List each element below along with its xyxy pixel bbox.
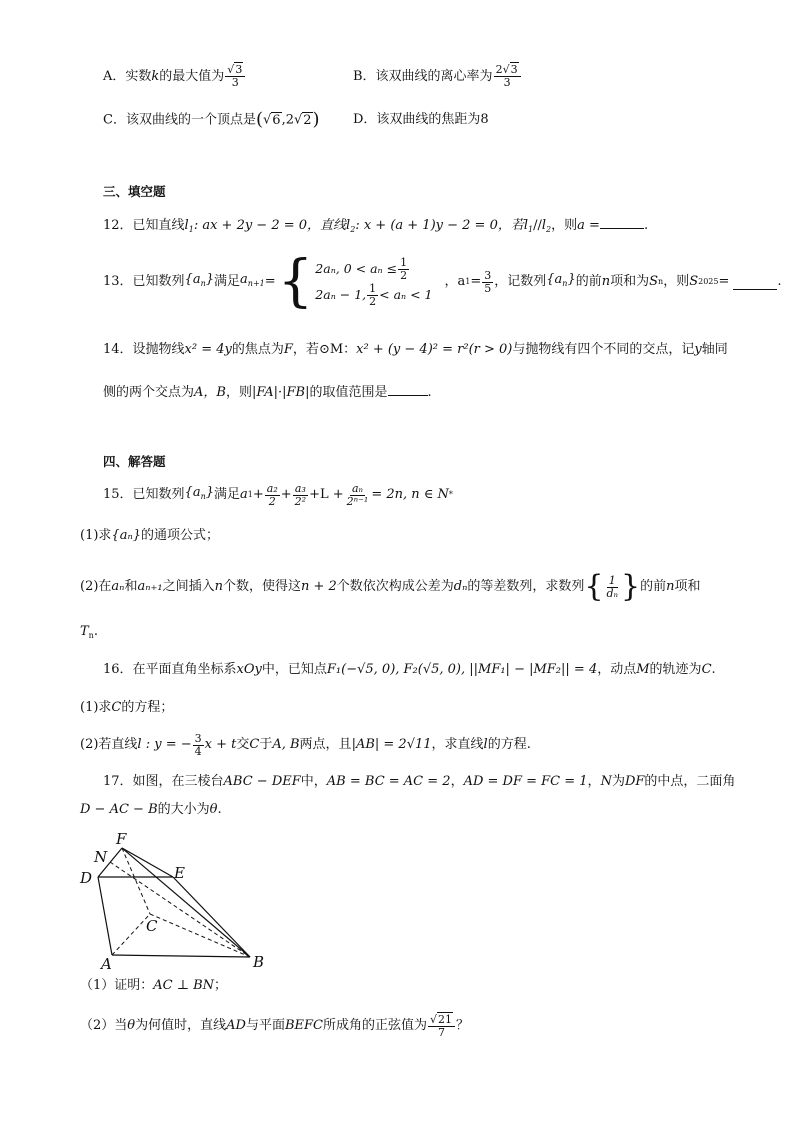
- answer-blank: [733, 275, 777, 290]
- question-17-part2: （2）当 θ 为何值时，直线 AD 与平面 BEFC 所成角的正弦值为 $\frac{√21}{7}$ ？: [80, 1012, 470, 1039]
- edge-FE: [122, 848, 173, 877]
- question-14-line2: 侧的两个交点为A，B，则|FA|·|FB|的取值范围是 .: [103, 381, 432, 403]
- piecewise-definition: { 2aₙ, 0 < aₙ ≤ $\frac{1}{2}$ 2aₙ − 1, $\frac{1}{2}$ < aₙ < 1: [277, 249, 433, 314]
- answer-blank: [600, 214, 644, 229]
- label-F: F: [116, 830, 127, 848]
- question-16: 16．在平面直角坐标系xOy中，已知点F₁(−√5, 0), F₂(√5, 0), ||MF₁| − |MF₂|| = 4，动点M的轨迹为C.: [103, 662, 716, 677]
- q11-option-b: B．该双曲线的离心率为 $\frac{2√3}{3}$: [353, 64, 522, 89]
- question-17-line2: D − AC − B的大小为θ.: [80, 802, 222, 817]
- question-12: 12．已知直线$l_1$: ax + 2y − 2 = 0，直线$l_2$: x + (a + 1)y − 2 = 0，若$l_1//l_2$，则a = .: [103, 214, 648, 240]
- label-N: N: [94, 848, 108, 866]
- question-15-part2-cont: $T_n$.: [80, 624, 98, 640]
- edge-CB: [150, 914, 250, 957]
- question-14-line1: 14．设抛物线x² = 4y的焦点为F，若⊙M：x² + (y − 4)² = r²(r > 0)与抛物线有四个不同的交点，记y轴同: [103, 342, 728, 357]
- edge-FB: [122, 848, 250, 957]
- question-15-part1: (1)求{aₙ}的通项公式；: [80, 528, 219, 543]
- q11-option-a: A．实数k的最大值为 $\frac{√3}{3}$: [103, 64, 246, 89]
- question-17-line1: 17．如图，在三棱台ABC − DEF中，AB = BC = AC = 2，AD = DF = FC = 1，N为DF的中点，二面角: [103, 774, 736, 789]
- edge-EB: [173, 877, 250, 957]
- edge-FC: [122, 848, 150, 914]
- question-15: 15．已知数列 $\{a_n\}$ 满足 a 1 + $\frac{\text{a₂}}{2}$ + $\frac{\text{a₃}}{\text{2²}}$ +L + $\frac{\text{aₙ}}{\text{2ⁿ⁻¹}}$ = 2n, n ∈ N *: [103, 481, 453, 508]
- edge-DA: [98, 877, 112, 955]
- label-D: D: [80, 869, 93, 887]
- q11-option-c: C．该双曲线的一个顶点是(√6,2√2): [103, 109, 320, 130]
- frustum-figure: [76, 826, 276, 974]
- question-17-part1: （1）证明：AC ⊥ BN；: [80, 978, 228, 993]
- question-16-part2: (2)若直线 l : y = − $\frac{3}{4}$ x + t 交 C 于 A, B 两点，且 |AB| = 2√11 ，求直线 l 的方程.: [80, 731, 531, 758]
- section-title-answer: 四、解答题: [103, 454, 166, 469]
- answer-blank: [388, 381, 428, 396]
- label-B: B: [253, 953, 265, 971]
- q11-option-d: D．该双曲线的焦距为8: [353, 112, 489, 127]
- edge-AC: [112, 914, 150, 955]
- label-C: C: [146, 917, 158, 935]
- question-13: 13．已知数列 $\{a_n\}$ 满足 $a_{n+1}$ = { 2aₙ, 0 < aₙ ≤ $\frac{1}{2}$ 2aₙ − 1, $\frac{1}{2}$ < aₙ < 1 ，a 1 = $\frac{3}{5}$ ，记数列 $\{a_n\}$ 的前 n 项和为 S n ，则 S 2025 = .: [103, 249, 782, 314]
- question-15-part2: (2)在 aₙ 和 aₙ₊₁ 之间插入 n 个数，使得这 n + 2 个数依次构成公差为 dₙ 的等差数列，求数列 { $\frac{1}{\text{dₙ}}$ } 的前 n 项和: [80, 569, 701, 604]
- label-E: E: [174, 864, 185, 882]
- edge-AB: [112, 955, 250, 957]
- label-A: A: [101, 955, 112, 973]
- section-title-fill-blank: 三、填空题: [103, 184, 166, 199]
- question-16-part1: (1)求C的方程；: [80, 700, 174, 715]
